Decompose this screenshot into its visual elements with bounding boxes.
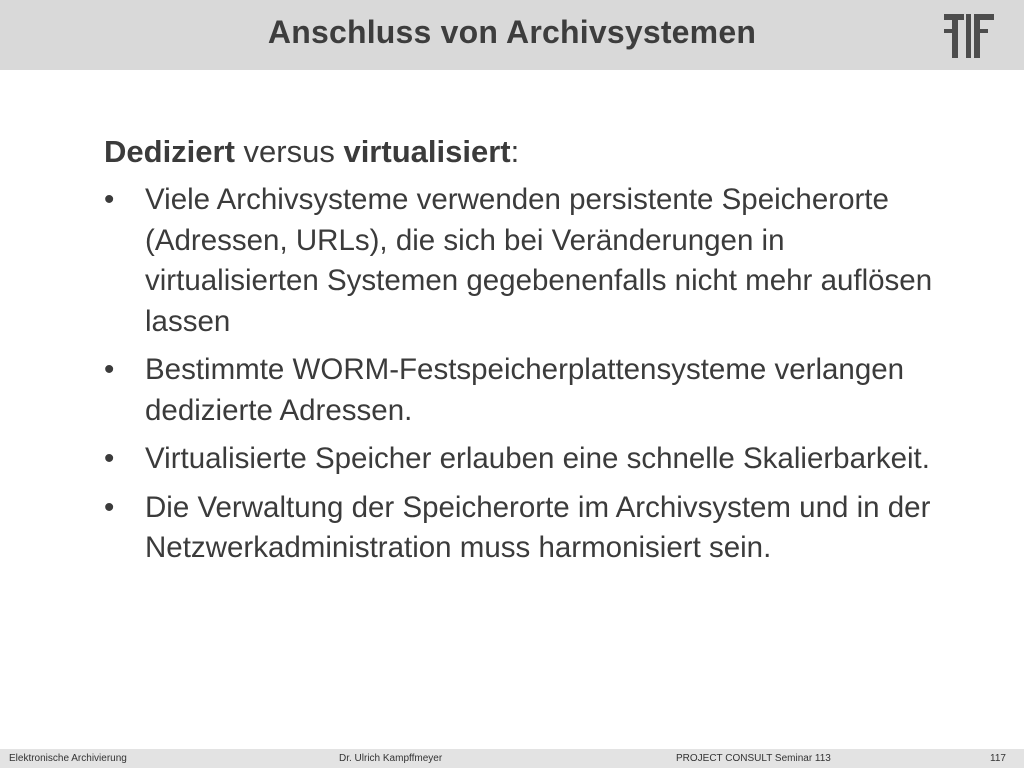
bullet-text: Bestimmte WORM-Festspeicherplattensysteme verlangen dedizierte Adressen. <box>145 353 905 427</box>
bullet-list <box>104 180 964 569</box>
bullet-dot-icon: • <box>104 442 115 475</box>
heading-colon: : <box>510 134 520 169</box>
bullet-dot-icon: • <box>104 353 115 386</box>
bullet-text: Viele Archivsysteme verwenden persistente Speicherorte (Adressen, URLs), die sich bei Veränderungen in virtualisierten Systemen gegebenenfalls nicht mehr auflösen lassen <box>145 183 933 338</box>
bullet-text: Virtualisierte Speicher erlauben eine schnelle Skalierbarkeit. <box>145 442 930 475</box>
slide-header <box>0 0 1024 70</box>
heading-term-virtualized: virtualisiert <box>343 134 511 169</box>
bullet-dot-icon: • <box>104 490 115 524</box>
bullet-item <box>104 488 964 569</box>
project-consult-logo-icon <box>944 14 994 58</box>
footer-seminar: PROJECT CONSULT Seminar 113 <box>676 753 831 764</box>
heading-connector: versus <box>234 134 344 169</box>
slide-body <box>104 132 964 577</box>
slide-footer <box>0 749 1024 768</box>
footer-course-name: Elektronische Archivierung <box>9 753 127 764</box>
bullet-item <box>104 439 964 480</box>
footer-author: Dr. Ulrich Kampffmeyer <box>339 753 443 764</box>
footer-page-number: 117 <box>990 753 1006 764</box>
bullet-dot-icon: • <box>104 183 115 216</box>
bullet-text: Die Verwaltung der Speicherorte im Archivsystem und in der Netzwerkadministration muss harmonisiert sein. <box>145 490 931 564</box>
slide-title: Anschluss von Archivsystemen <box>267 14 757 50</box>
bullet-item <box>104 350 964 431</box>
bullet-item <box>104 180 964 342</box>
section-heading <box>104 132 964 172</box>
heading-term-dedicated: Dediziert <box>104 134 235 169</box>
